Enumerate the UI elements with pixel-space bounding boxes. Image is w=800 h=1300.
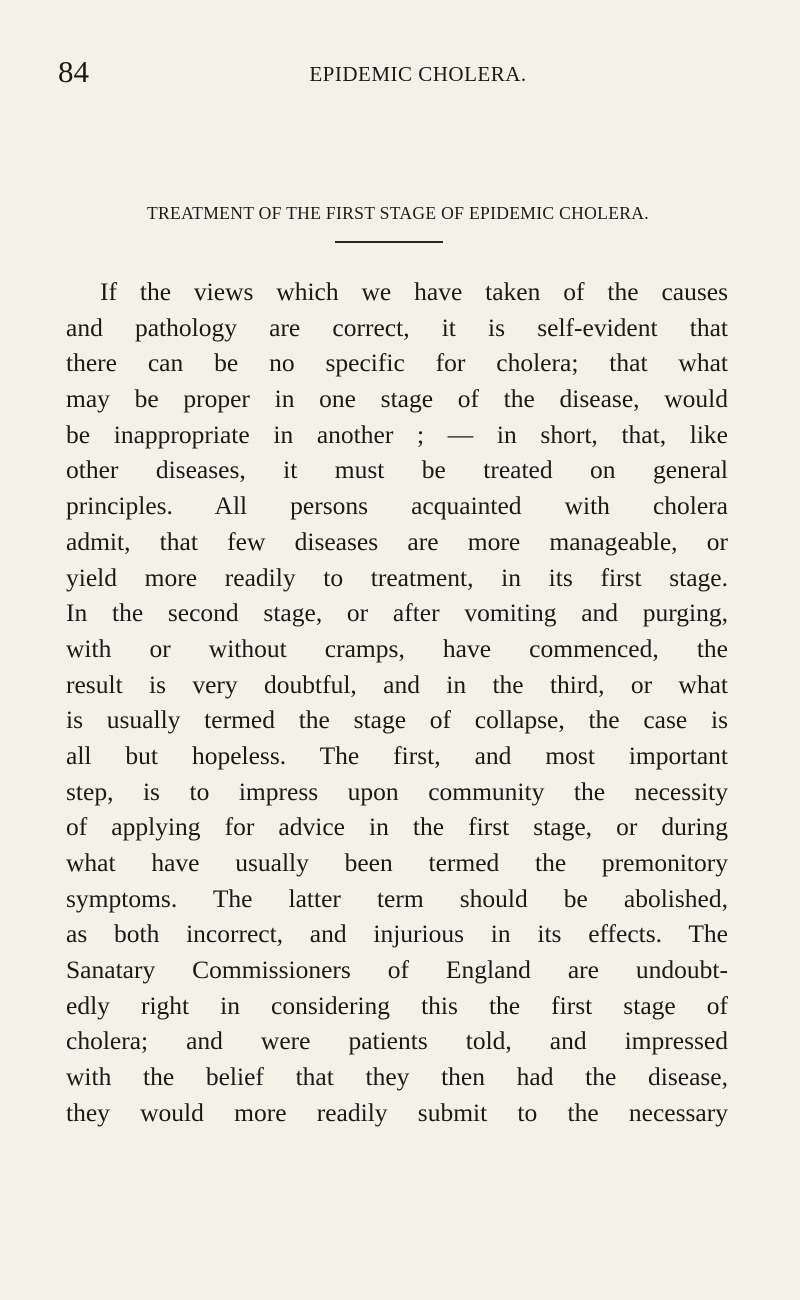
text-line: what have usually been termed the premonitory: [66, 848, 728, 877]
text-line: they would more readily submit to the necessary: [66, 1097, 728, 1127]
text-line: result is very doubtful, and in the third, or what: [66, 669, 728, 699]
running-title: EPIDEMIC CHOLERA.: [309, 62, 527, 86]
text-line: may be proper in one stage of the disease, would: [66, 384, 728, 414]
section-title: TREATMENT OF THE FIRST STAGE OF EPIDEMIC CHOLERA.: [146, 203, 650, 223]
text-line: In the second stage, or after vomiting and purging,: [66, 598, 728, 628]
text-line: with the belief that they then had the disease,: [66, 1062, 728, 1092]
text-line: step, is to impress upon community the necessity: [66, 776, 728, 806]
text-line: as both incorrect, and injurious in its effects. The: [66, 919, 728, 949]
title-divider: [335, 241, 443, 243]
text-line: admit, that few diseases are more manageable, or: [66, 526, 728, 556]
text-line: is usually termed the stage of collapse, the case is: [66, 705, 728, 735]
text-line: symptoms. The latter term should be abolished,: [66, 883, 728, 913]
text-line: If the views which we have taken of the causes: [100, 277, 728, 306]
text-line: cholera; and were patients told, and impressed: [66, 1026, 728, 1056]
text-line: principles. All persons acquainted with cholera: [66, 491, 728, 521]
text-line: of applying for advice in the first stage, or during: [66, 812, 728, 842]
text-line: all but hopeless. The first, and most important: [66, 740, 728, 770]
text-line: Sanatary Commissioners of England are undoubt-: [66, 955, 728, 985]
text-line: with or without cramps, have commenced, the: [66, 633, 728, 663]
running-head: [58, 52, 738, 92]
text-line: edly right in considering this the first stage of: [66, 990, 728, 1020]
text-line: there can be no specific for cholera; that what: [66, 348, 728, 378]
text-line: and pathology are correct, it is self-evident that: [66, 312, 728, 342]
text-line: yield more readily to treatment, in its first stage.: [66, 562, 728, 592]
text-line: other diseases, it must be treated on general: [66, 455, 728, 485]
text-line: be inappropriate in another ; — in short, that, like: [66, 419, 728, 449]
body-paragraph: [66, 274, 728, 1131]
page-number: 84: [58, 54, 89, 89]
